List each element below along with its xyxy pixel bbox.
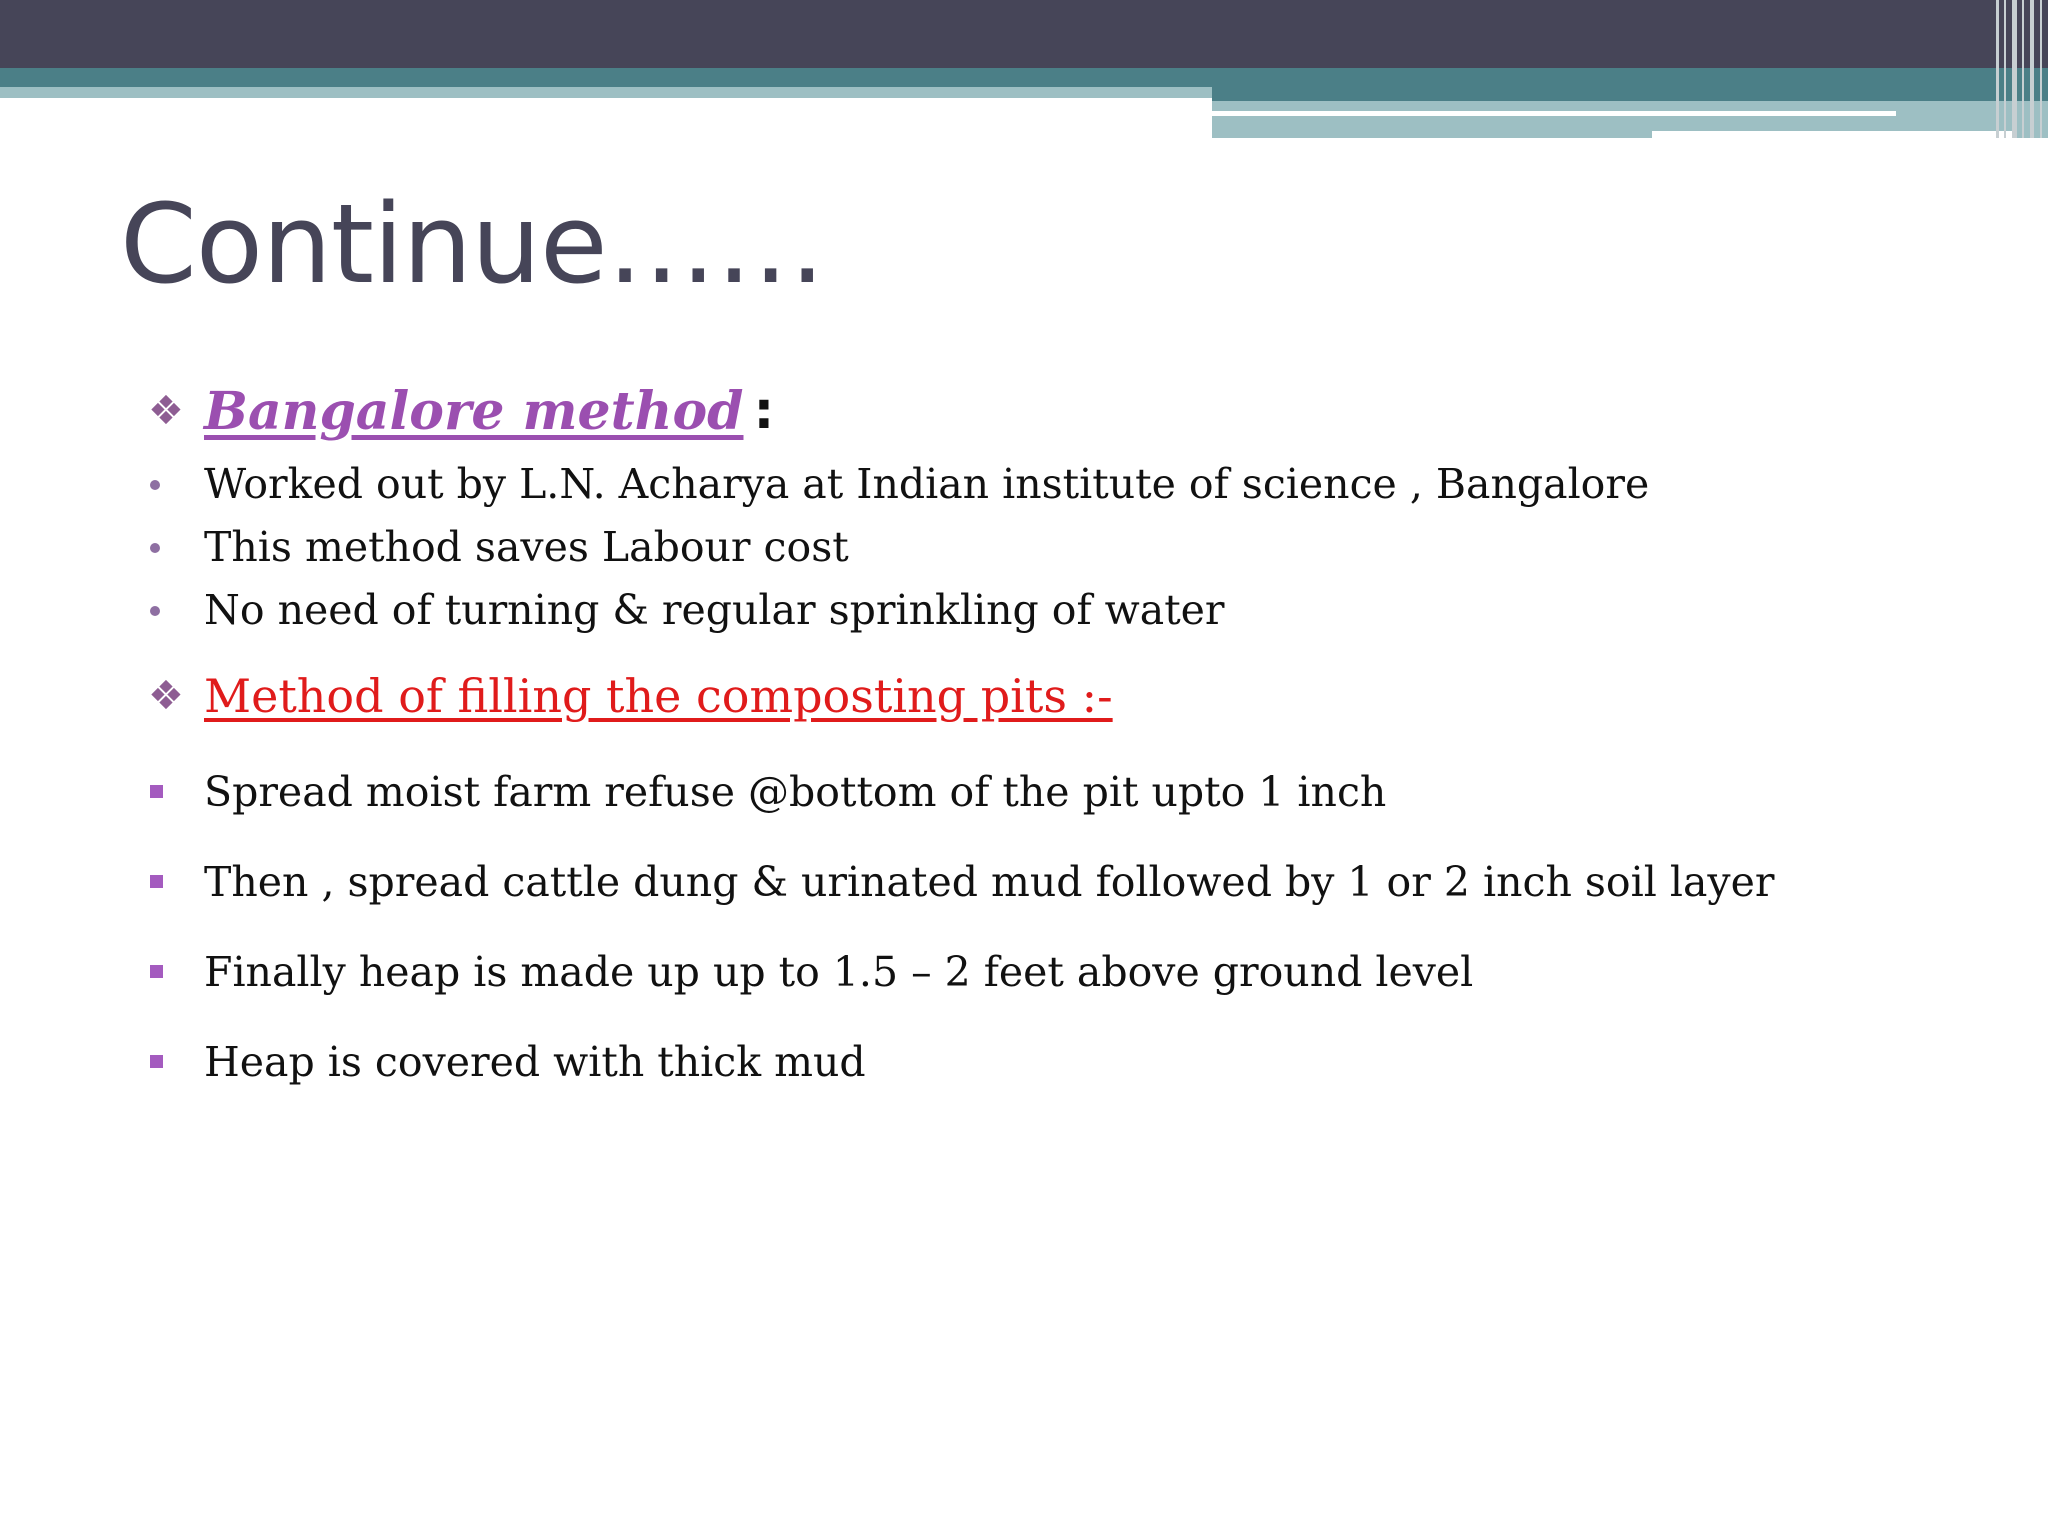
section-heading-filling-pits bbox=[148, 655, 1988, 737]
header-band-teal bbox=[0, 68, 2048, 87]
square-bullet-icon bbox=[148, 1052, 204, 1072]
slide-title: Continue…… bbox=[120, 180, 825, 308]
diamond-bullet-icon: ❖ bbox=[148, 388, 184, 434]
header-band-light-left bbox=[0, 87, 1212, 98]
square-bullet-icon bbox=[148, 872, 204, 892]
list-item bbox=[148, 452, 1988, 515]
slide-content bbox=[148, 370, 1988, 1107]
list-item bbox=[148, 837, 1988, 927]
list-item bbox=[148, 927, 1988, 1017]
header-thin-line-2 bbox=[1652, 131, 2012, 138]
list-item bbox=[148, 578, 1988, 641]
filling-pits-heading: Method of filling the composting pits :- bbox=[204, 669, 1113, 723]
section-heading-bangalore bbox=[148, 370, 1988, 452]
heading-colon: : bbox=[753, 381, 775, 441]
list-item bbox=[148, 747, 1988, 837]
list-item-text: No need of turning & regular sprinkling of water bbox=[204, 585, 1225, 634]
round-bullet-icon bbox=[148, 537, 204, 557]
header-edge-stripes bbox=[1992, 0, 2048, 138]
list-item-text: Finally heap is made up up to 1.5 – 2 feet above ground level bbox=[204, 948, 1474, 996]
list-item-text: This method saves Labour cost bbox=[204, 522, 849, 571]
list-item bbox=[148, 515, 1988, 578]
list-item bbox=[148, 1017, 1988, 1107]
list-item-text: Then , spread cattle dung & urinated mud followed by 1 or 2 inch soil layer bbox=[204, 858, 1775, 906]
square-bullet-icon bbox=[148, 962, 204, 982]
header-thin-line-1 bbox=[1212, 111, 1896, 116]
list-item-text: Worked out by L.N. Acharya at Indian institute of science , Bangalore bbox=[204, 459, 1650, 508]
list-item-text: Spread moist farm refuse @bottom of the pit upto 1 inch bbox=[204, 768, 1387, 816]
header-band-dark bbox=[0, 0, 2048, 68]
header-band-teal-right bbox=[1212, 87, 2048, 101]
diamond-bullet-icon: ❖ bbox=[148, 673, 184, 719]
round-bullet-icon bbox=[148, 474, 204, 494]
list-item-text: Heap is covered with thick mud bbox=[204, 1038, 866, 1086]
round-bullet-icon bbox=[148, 600, 204, 620]
bangalore-method-list bbox=[148, 452, 1988, 641]
square-bullet-icon bbox=[148, 782, 204, 802]
filling-pits-list bbox=[148, 747, 1988, 1107]
bangalore-method-heading: Bangalore method bbox=[204, 380, 744, 442]
